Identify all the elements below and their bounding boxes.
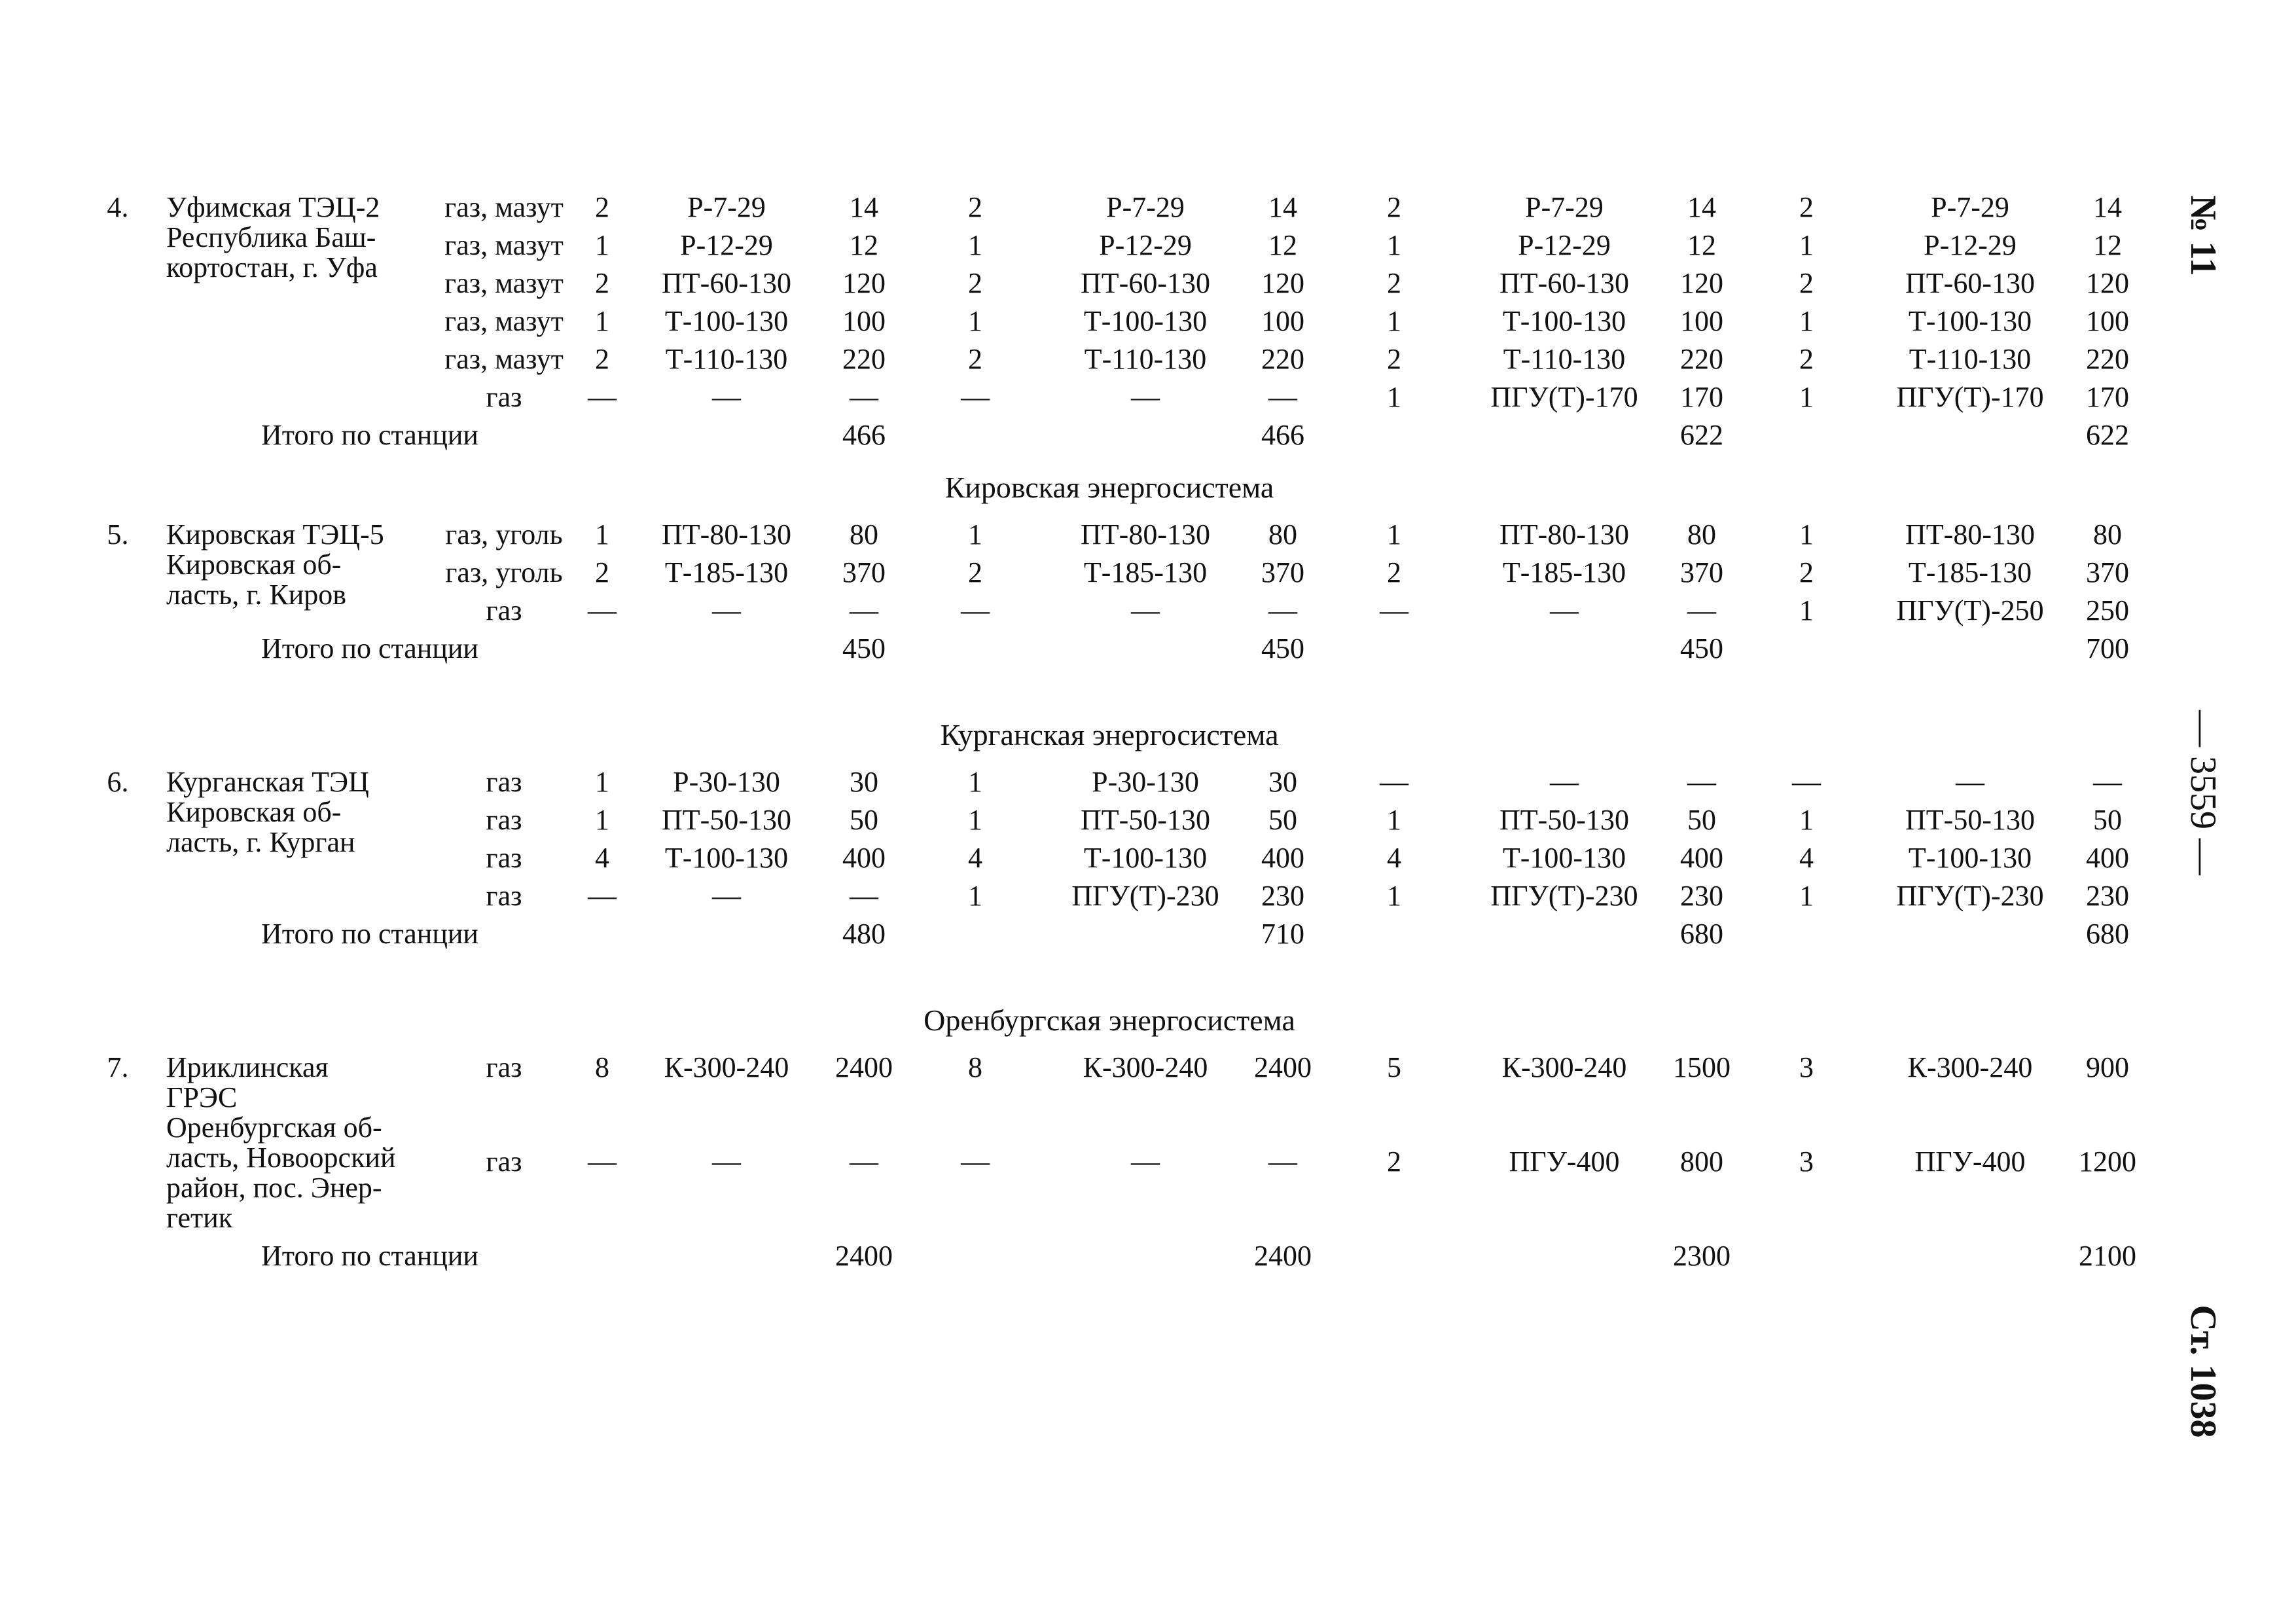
turbine-type-cell: ПГУ(Т)-230 [1071,880,1219,912]
empty-cell [1322,418,1466,456]
unit-count-cell: 2 [1799,191,1814,223]
empty-cell [1741,1238,1872,1276]
capacity-cell: 170 [1680,381,1723,413]
article-number: Ст. 1038 [2183,1305,2223,1438]
station-name-line: Кировская об- [166,549,342,581]
unit-count-cell: 2 [968,191,982,223]
unit-count-cell: 4 [595,842,609,874]
section-title: Оренбургская энергосистема [924,1003,1295,1037]
turbine-type-cell: Т-110-130 [665,343,788,375]
turbine-type-cell: — [1550,766,1579,798]
total-capacity-cell: 622 [1680,419,1723,451]
capacity-cell: — [1687,766,1716,798]
unit-count-cell: 5 [1387,1051,1401,1083]
total-capacity-cell: 2100 [2079,1240,2136,1272]
unit-count-cell: 4 [968,842,982,874]
station-name-line: ласть, Новоорский [166,1142,396,1174]
turbine-type-cell: — [712,594,741,626]
capacity-cell: 230 [1261,880,1304,912]
empty-cell [628,916,825,954]
empty-cell [1741,631,1872,669]
unit-count-cell: 1 [595,766,609,798]
station-name [164,190,432,418]
turbine-type-cell: Т-110-130 [1084,343,1207,375]
unit-count-cell: 2 [968,267,982,299]
station-name-line: Оренбургская об- [166,1111,382,1144]
empty-cell [1047,418,1244,456]
turbine-type-cell: ПТ-60-130 [662,267,791,299]
capacity-cell: 220 [2086,343,2129,375]
turbine-type-cell: Р-12-29 [680,229,773,261]
turbine-type-cell: Р-7-29 [687,191,766,223]
empty-cell [1872,418,2068,456]
turbine-type-cell: Т-100-130 [664,305,789,337]
empty-cell [72,418,164,456]
turbine-type-cell: — [1131,1146,1160,1178]
fuel-type: газ, мазут [444,343,564,375]
station-name [164,1050,432,1238]
turbine-type-cell: — [1956,766,1984,798]
capacity-cell: 12 [1268,229,1297,261]
station-number: 4. [107,191,129,223]
empty-cell [1466,1238,1662,1276]
fuel-type: газ [486,1146,522,1178]
unit-count-cell: 1 [1387,381,1401,413]
capacity-cell: 14 [1687,191,1716,223]
capacity-cell: — [850,594,878,626]
empty-cell [1047,916,1244,954]
turbine-type-cell: — [1131,381,1160,413]
fuel-type: газ [486,594,522,626]
capacity-cell: — [1268,1146,1297,1178]
station-name [164,765,432,916]
station-name-line: ласть, г. Киров [166,579,347,611]
capacity-cell: 14 [2093,191,2122,223]
capacity-cell: 370 [842,556,886,588]
unit-count-cell: 2 [968,343,982,375]
station-name-line: Кировская об- [166,796,342,828]
empty-cell [1047,631,1244,669]
capacity-cell: 14 [1268,191,1297,223]
turbine-type-cell: Т-185-130 [664,556,789,588]
capacity-cell: — [850,880,878,912]
capacity-cell: 370 [1261,556,1304,588]
unit-count-cell: — [588,1146,617,1178]
unit-count-cell: 1 [1799,381,1814,413]
unit-count-cell: 3 [1799,1051,1814,1083]
empty-cell [1466,631,1662,669]
total-capacity-cell: 2400 [835,1240,893,1272]
capacity-cell: — [850,381,878,413]
unit-count-cell: 1 [1799,305,1814,337]
unit-count-cell: 2 [1799,343,1814,375]
unit-count-cell: 1 [595,305,609,337]
fuel-type: газ, уголь [445,556,563,588]
fuel-type: газ, мазут [444,267,564,299]
unit-count-cell: 2 [1387,343,1401,375]
turbine-type-cell: Р-12-29 [1924,229,2017,261]
capacity-cell: 220 [1680,343,1723,375]
turbine-type-cell: — [712,880,741,912]
total-capacity-cell: 710 [1261,918,1304,950]
empty-cell [1872,631,2068,669]
turbine-type-cell: Т-100-130 [1908,842,2032,874]
total-capacity-cell: 450 [1680,632,1723,664]
unit-count-cell: 2 [968,556,982,588]
turbine-type-cell: Т-100-130 [1083,842,1208,874]
capacity-cell: 220 [1261,343,1304,375]
fuel-type: газ [486,804,522,836]
turbine-type-cell: Р-7-29 [1525,191,1604,223]
unit-count-cell: — [588,594,617,626]
capacity-cell: 50 [2093,804,2122,836]
turbine-type-cell: Т-100-130 [1502,842,1626,874]
turbine-type-cell: ПТ-60-130 [1499,267,1629,299]
issue-number: № 11 [2183,195,2223,276]
total-capacity-cell: 480 [842,918,886,950]
turbine-type-cell: — [712,1146,741,1178]
total-capacity-cell: 466 [1261,419,1304,451]
capacity-cell: — [1268,381,1297,413]
turbine-type-cell: ПТ-50-130 [1905,804,2035,836]
unit-count-cell: — [961,1146,990,1178]
empty-cell [628,1238,825,1276]
capacity-cell: 250 [2086,594,2129,626]
capacity-cell: 800 [1680,1146,1723,1178]
unit-count-cell: 1 [968,804,982,836]
capacity-cell: 400 [1261,842,1304,874]
turbine-type-cell: — [1131,594,1160,626]
turbine-type-cell: Р-12-29 [1518,229,1611,261]
turbine-type-cell: Т-185-130 [1083,556,1208,588]
fuel-type: газ, уголь [445,518,563,550]
unit-count-cell: 1 [968,305,982,337]
turbine-type-cell: Т-185-130 [1502,556,1626,588]
unit-count-cell: 1 [968,766,982,798]
station-number: 7. [107,1051,129,1083]
unit-count-cell: 1 [1387,880,1401,912]
capacity-cell: 1200 [2079,1146,2136,1178]
turbine-type-cell: ПТ-50-130 [1081,804,1210,836]
unit-count-cell: — [588,381,617,413]
unit-count-cell: 3 [1799,1146,1814,1178]
empty-cell [1047,1238,1244,1276]
total-capacity-cell: 700 [2086,632,2129,664]
total-capacity-cell: 466 [842,419,886,451]
unit-count-cell: 2 [1387,267,1401,299]
page-number: — 3559 — [2183,710,2223,875]
capacity-cell: 1500 [1673,1051,1731,1083]
unit-count-cell: 8 [595,1051,609,1083]
capacity-cell: — [850,1146,878,1178]
table-row [72,1050,2147,1144]
turbine-type-cell: ПГУ-400 [1509,1146,1620,1178]
capacity-cell: 220 [842,343,886,375]
empty-cell [576,916,628,954]
capacity-cell: 120 [1680,267,1723,299]
fuel-type: газ [486,842,522,874]
empty-cell [72,1238,164,1276]
capacity-cell: 80 [1268,518,1297,550]
capacity-cell: — [1268,594,1297,626]
unit-count-cell: 1 [595,518,609,550]
unit-count-cell: 1 [968,229,982,261]
capacity-cell: 12 [1687,229,1716,261]
turbine-type-cell: Т-100-130 [1908,305,2032,337]
fuel-type: газ [486,880,522,912]
turbine-type-cell: ПТ-80-130 [662,518,791,550]
turbine-type-cell: Р-7-29 [1931,191,2009,223]
unit-count-cell: 1 [1387,229,1401,261]
unit-count-cell: 1 [1799,804,1814,836]
capacity-cell: — [2093,766,2122,798]
capacity-cell: 80 [850,518,878,550]
fuel-type: газ [486,1051,522,1083]
empty-cell [1872,916,2068,954]
capacity-cell: 30 [850,766,878,798]
turbine-type-cell: — [1550,594,1579,626]
unit-count-cell: 1 [1799,518,1814,550]
capacity-cell: 100 [1261,305,1304,337]
capacity-cell: 100 [842,305,886,337]
capacity-cell: 170 [2086,381,2129,413]
empty-cell [1322,1238,1466,1276]
unit-count-cell: — [1380,594,1408,626]
capacity-cell: 370 [2086,556,2129,588]
unit-count-cell: 4 [1387,842,1401,874]
empty-cell [903,1238,1047,1276]
capacity-cell: 12 [2093,229,2122,261]
unit-count-cell: — [1792,766,1821,798]
empty-cell [903,418,1047,456]
unit-count-cell: 2 [595,267,609,299]
table-row [72,765,2147,803]
total-capacity-cell: 2300 [1673,1240,1731,1272]
unit-count-cell: 2 [595,343,609,375]
section-row [72,669,2147,765]
empty-cell [628,418,825,456]
empty-cell [1322,631,1466,669]
capacity-cell: 230 [1680,880,1723,912]
unit-count-cell: 1 [1799,594,1814,626]
unit-count-cell: 1 [595,229,609,261]
unit-count-cell: 2 [1799,556,1814,588]
turbine-type-cell: Т-100-130 [1083,305,1208,337]
empty-cell [903,916,1047,954]
unit-count-cell: 1 [1799,880,1814,912]
station-name-line: район, пос. Энер- [166,1172,382,1204]
station-name-line: Ириклинская [166,1051,329,1083]
total-capacity-cell: 680 [1680,918,1723,950]
station-name [164,517,432,631]
capacity-cell: 230 [2086,880,2129,912]
capacity-cell: 50 [850,804,878,836]
unit-count-cell: 2 [1387,1146,1401,1178]
total-capacity-cell: 450 [1261,632,1304,664]
turbine-type-cell: Т-110-130 [1909,343,2032,375]
turbine-type-cell: — [712,381,741,413]
turbine-type-cell: Р-30-130 [673,766,780,798]
total-row [72,418,2147,456]
capacity-cell: 120 [1261,267,1304,299]
capacity-cell: 120 [2086,267,2129,299]
unit-count-cell: 2 [595,191,609,223]
unit-count-cell: 1 [1799,229,1814,261]
unit-count-cell: 8 [968,1051,982,1083]
empty-cell [1466,418,1662,456]
fuel-type: газ [486,381,522,413]
turbine-type-cell: ПТ-60-130 [1905,267,2035,299]
section-row [72,456,2147,517]
total-label: Итого по станции [261,419,478,451]
capacity-cell: — [1687,594,1716,626]
total-row [72,631,2147,669]
fuel-type: газ, мазут [444,305,564,337]
unit-count-cell: 1 [968,880,982,912]
power-plants-table [72,190,2147,1276]
total-capacity-cell: 450 [842,632,886,664]
capacity-cell: 400 [1680,842,1723,874]
table-row [72,190,2147,228]
station-number: 6. [107,766,129,798]
capacity-cell: 14 [850,191,878,223]
turbine-type-cell: Р-12-29 [1099,229,1192,261]
total-label: Итого по станции [261,918,478,950]
empty-cell [1741,916,1872,954]
turbine-type-cell: ПГУ(Т)-250 [1896,594,2044,626]
turbine-type-cell: ПГУ(Т)-230 [1490,880,1638,912]
fuel-type: газ, мазут [444,229,564,261]
turbine-type-cell: Р-7-29 [1106,191,1185,223]
turbine-type-cell: К-300-240 [664,1051,789,1083]
station-number: 5. [107,518,129,550]
capacity-cell: 400 [2086,842,2129,874]
unit-count-cell: 1 [1387,305,1401,337]
capacity-cell: 50 [1268,804,1297,836]
unit-count-cell: 1 [968,518,982,550]
capacity-cell: 100 [2086,305,2129,337]
total-capacity-cell: 680 [2086,918,2129,950]
unit-count-cell: — [1380,766,1408,798]
total-capacity-cell: 622 [2086,419,2129,451]
turbine-type-cell: Т-110-130 [1503,343,1626,375]
section-title: Кировская энергосистема [944,471,1274,504]
turbine-type-cell: Т-185-130 [1908,556,2032,588]
unit-count-cell: — [588,880,617,912]
fuel-type: газ [486,766,522,798]
turbine-type-cell: Т-100-130 [664,842,789,874]
station-name-line: гетик [166,1202,233,1234]
station-name-line: Республика Баш- [166,221,376,253]
unit-count-cell: — [961,594,990,626]
unit-count-cell: 2 [595,556,609,588]
fuel-type: газ, мазут [444,191,564,223]
capacity-cell: 2400 [1254,1051,1312,1083]
empty-cell [1322,916,1466,954]
turbine-type-cell: ПГУ(Т)-230 [1896,880,2044,912]
turbine-type-cell: ПГУ-400 [1914,1146,2026,1178]
station-name-line: Уфимская ТЭЦ-2 [166,191,380,223]
empty-cell [1741,418,1872,456]
unit-count-cell: 2 [1799,267,1814,299]
station-name-line: кортостан, г. Уфа [166,251,378,283]
unit-count-cell: — [961,381,990,413]
turbine-type-cell: ПГУ(Т)-170 [1490,381,1638,413]
capacity-cell: 120 [842,267,886,299]
capacity-cell: 900 [2086,1051,2129,1083]
total-label: Итого по станции [261,1240,478,1272]
unit-count-cell: 2 [1387,191,1401,223]
capacity-cell: 100 [1680,305,1723,337]
empty-cell [1872,1238,2068,1276]
unit-count-cell: 1 [1387,518,1401,550]
total-row [72,916,2147,954]
turbine-type-cell: ПТ-80-130 [1499,518,1629,550]
station-name-line: ласть, г. Курган [166,826,355,858]
unit-count-cell: 2 [1387,556,1401,588]
capacity-cell: 12 [850,229,878,261]
turbine-type-cell: ПТ-60-130 [1081,267,1210,299]
capacity-cell: 2400 [835,1051,893,1083]
total-capacity-cell: 2400 [1254,1240,1312,1272]
capacity-cell: 370 [1680,556,1723,588]
table-body [72,190,2147,1276]
station-name-line: Курганская ТЭЦ [166,766,369,798]
section-title: Курганская энергосистема [940,718,1279,751]
turbine-type-cell: ПТ-80-130 [1905,518,2035,550]
table-row [72,517,2147,555]
unit-count-cell: 4 [1799,842,1814,874]
turbine-type-cell: Р-30-130 [1092,766,1199,798]
turbine-type-cell: ПТ-80-130 [1081,518,1210,550]
empty-cell [576,631,628,669]
capacity-cell: 50 [1687,804,1716,836]
empty-cell [628,631,825,669]
empty-cell [72,631,164,669]
capacity-cell: 80 [1687,518,1716,550]
turbine-type-cell: К-300-240 [1907,1051,2033,1083]
station-name-line: ГРЭС [166,1081,238,1113]
empty-cell [576,418,628,456]
empty-cell [903,631,1047,669]
turbine-type-cell: Т-100-130 [1502,305,1626,337]
capacity-cell: 30 [1268,766,1297,798]
turbine-type-cell: ПТ-50-130 [662,804,791,836]
total-label: Итого по станции [261,632,478,664]
empty-cell [72,916,164,954]
total-row [72,1238,2147,1276]
capacity-cell: 400 [842,842,886,874]
turbine-type-cell: К-300-240 [1501,1051,1627,1083]
unit-count-cell: 1 [1387,804,1401,836]
empty-cell [576,1238,628,1276]
empty-cell [1466,916,1662,954]
station-name-line: Кировская ТЭЦ-5 [166,518,384,550]
capacity-cell: 80 [2093,518,2122,550]
section-row [72,954,2147,1050]
turbine-type-cell: К-300-240 [1083,1051,1208,1083]
unit-count-cell: 1 [595,804,609,836]
turbine-type-cell: ПТ-50-130 [1499,804,1629,836]
turbine-type-cell: ПГУ(Т)-170 [1896,381,2044,413]
